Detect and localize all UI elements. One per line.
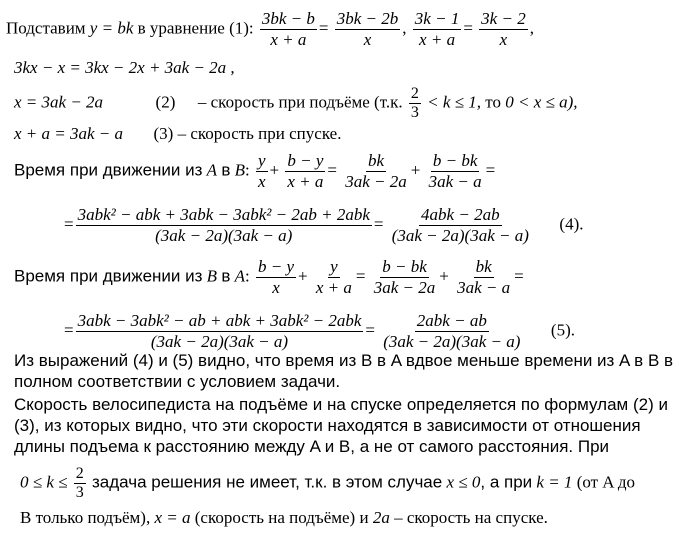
- text: (скорость на подъёме) и: [194, 508, 369, 527]
- text: Время при движении из: [14, 266, 203, 286]
- fraction: $\frac{3k - 1}{x + a}$: [414, 9, 460, 49]
- line-last-1: [20, 466, 635, 501]
- math-expr: x ≤ 0: [446, 472, 481, 492]
- line-5: Время при движении из A в B: $\frac{y}{x}$ + $\frac{b - y}{x + a}$ = $\frac{bk}{3ak - 2a}$ + $\frac{b - bk}{3ak - a}$ =: [14, 151, 496, 191]
- fraction: $\frac{bk}{3ak - a}$: [457, 257, 511, 297]
- line-2: 3kx − x = 3kx − 2x + 3ak − 2a ,: [14, 58, 235, 77]
- math-expr: x + a = 3ak − a: [14, 124, 124, 143]
- eq-number: (2): [155, 92, 176, 112]
- math-expr: 0 < x ≤ a),: [505, 92, 578, 112]
- text: Подставим: [6, 18, 86, 38]
- fraction: $\frac{3bk - 2b}{x}$: [336, 9, 399, 49]
- fraction: $\frac{3k - 2}{x}$: [481, 9, 526, 49]
- math-expr: k = 1: [536, 472, 573, 492]
- text: в: [221, 266, 231, 286]
- fraction: $\frac{3bk - b}{x + a}$: [261, 9, 315, 49]
- fraction: $\frac{bk}{3ak - 2a}$: [345, 151, 407, 191]
- text: Время при движении из: [14, 160, 203, 180]
- fraction: $\frac{\text{4abk − 2ab}}{(3ak - 2a)(3ak - a)}$: [391, 205, 529, 245]
- text: , а при: [480, 472, 533, 492]
- line-1: Подставим y = bk в уравнение (1): $\frac{3bk - b}{x + a}$ = $\frac{3bk - 2b}{x}$ , $\frac{3k - 1}{x + a}$ = $\frac{3k - 2}{x}$ ,: [6, 9, 534, 49]
- fraction: $\frac{2}{3}$: [410, 85, 419, 121]
- line-6: = $\frac{\text{3abk² − abk + 3abk − 3abk² − 2ab + 2abk}}{(3ak - 2a)(3ak - a)}$ = $\frac{\text{4abk − 2ab}}{(3ak - 2a)(3ak - a)}$ (4).: [64, 205, 584, 245]
- math-expr: 0 ≤ k ≤: [20, 472, 68, 492]
- text: – скорость на спуске.: [394, 508, 548, 527]
- fraction: $\frac{\text{3abk² − abk + 3abk − 3abk² − 2ab + 2abk}}{(3ak - 2a)(3ak - a)}$: [77, 205, 370, 245]
- text: :: [244, 160, 250, 180]
- fraction: $\frac{2}{3}$: [75, 465, 84, 501]
- line-7: Время при движении из B в A: $\frac{b - y}{x}$ + $\frac{y}{x + a}$ = $\frac{b - bk}{3ak - 2a}$ + $\frac{bk}{3ak - a}$ =: [14, 257, 524, 297]
- text: в уравнение (1):: [137, 18, 254, 38]
- paragraph-speed: Скорость велосипедиста на подъёме и на спуске определяется по формулам (2) и (3), из которых видно, что эти скорости находятся в зависимости от отношения длины подъема к расстоянию между A и B, а не от самого расстояния. При: [14, 395, 668, 456]
- text: B только подъём),: [20, 508, 151, 527]
- line-3: [14, 86, 577, 121]
- text: то: [485, 92, 501, 112]
- eq-number: (4).: [559, 214, 584, 234]
- text: задача решения не имеет, т.к. в этом случае: [91, 472, 443, 492]
- math-expr: 2a: [372, 508, 390, 527]
- fraction: $\frac{y}{x + a}$: [315, 257, 352, 297]
- paragraph-conclusion: Из выражений (4) и (5) видно, что время из B в A вдвое меньше времени из A в B в полном соответствии с условием задачи.: [14, 351, 674, 391]
- fraction: $\frac{\text{3abk − 3abk² − ab + abk + 3abk² − 2abk}}{(3ak - 2a)(3ak - a)}$: [77, 311, 362, 351]
- math-expr: x = a: [154, 508, 191, 527]
- fraction: $\frac{y}{x}$: [257, 151, 266, 191]
- point-label: A: [234, 266, 245, 286]
- line-last-2: [20, 508, 548, 528]
- line-8: = $\frac{\text{3abk − 3abk² − ab + abk + 3abk² − 2abk}}{(3ak - 2a)(3ak - a)}$ = $\frac{\text{2abk − ab}}{(3ak - 2a)(3ak - a)}$ (5).: [64, 311, 575, 351]
- fraction: $\frac{\text{2abk − ab}}{(3ak - 2a)(3ak - a)}$: [383, 311, 521, 351]
- fraction: $\frac{b - bk}{3ak - a}$: [428, 151, 482, 191]
- math-expr: y = bk: [89, 18, 134, 38]
- text: в: [221, 160, 231, 180]
- line-4: [14, 124, 341, 144]
- point-label: B: [206, 266, 218, 286]
- fraction: $\frac{b - bk}{3ak - 2a}$: [373, 257, 436, 297]
- text: (3) – скорость при спуске.: [153, 124, 342, 143]
- fraction: $\frac{b - y}{x}$: [257, 257, 294, 297]
- math-expr: < k ≤ 1,: [427, 92, 481, 112]
- text: – скорость при подъёме (т.к.: [197, 92, 403, 112]
- math-expr: x = 3ak − 2a: [14, 92, 104, 112]
- fraction: $\frac{b - y}{x + a}$: [287, 151, 324, 191]
- point-label: A: [206, 160, 218, 180]
- eq-number: (5).: [550, 320, 575, 340]
- text: (от A до: [576, 472, 636, 492]
- point-label: B: [234, 160, 245, 180]
